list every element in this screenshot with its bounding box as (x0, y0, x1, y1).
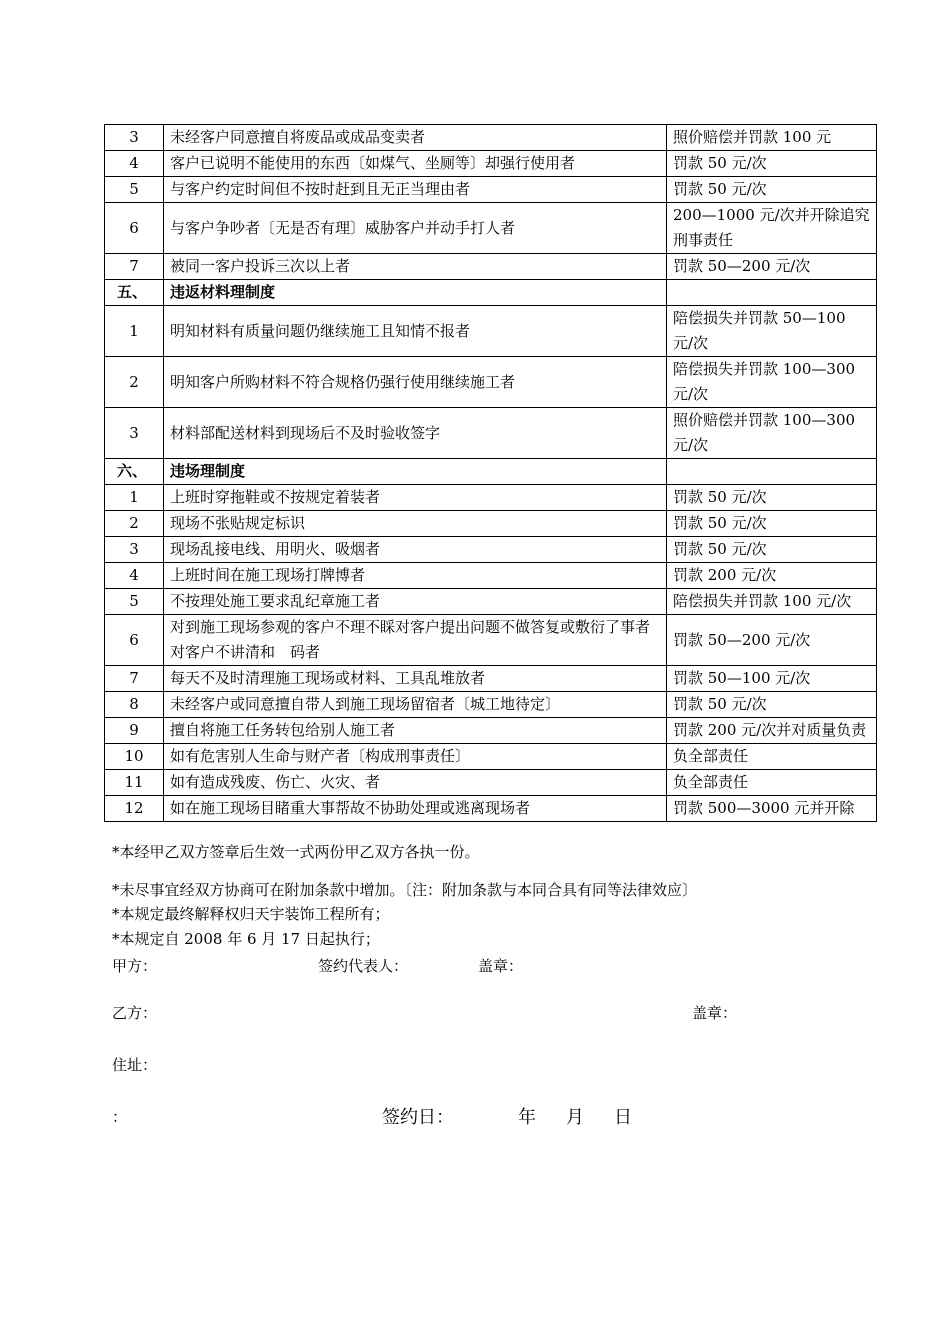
seal-b-label: 盖章： (692, 1004, 738, 1022)
section-header-row (105, 459, 877, 485)
violation-cell: 未经客户或同意擅自带人到施工现场留宿者〔城工地待定〕 (164, 692, 667, 718)
penalty-cell: 罚款 200 元/次 (667, 563, 877, 589)
table-row (105, 589, 877, 615)
year-label: 年 (518, 1107, 536, 1128)
rules-table (104, 124, 877, 822)
section-header-row (105, 280, 877, 306)
penalty-cell: 200—1000 元/次并开除追究刑事责任 (667, 203, 877, 254)
note-interpretation: *本规定最终解释权归天宇装饰工程所有； (112, 905, 390, 923)
violation-cell: 明知客户所购材料不符合规格仍强行使用继续施工者 (164, 357, 667, 408)
table-row (105, 692, 877, 718)
penalty-cell: 罚款 500—3000 元并开除 (667, 796, 877, 822)
penalty-cell: 罚款 50—200 元/次 (667, 254, 877, 280)
stray-colon: ： (112, 1108, 128, 1126)
day-label: 日 (614, 1107, 632, 1128)
violation-cell: 明知材料有质量问题仍继续施工且知情不报者 (164, 306, 667, 357)
violation-cell: 不按理处施工要求乱纪章施工者 (164, 589, 667, 615)
violation-cell: 违返材料理制度 (164, 280, 667, 306)
violation-cell: 如在施工现场目睹重大事帮故不协助处理或逃离现场者 (164, 796, 667, 822)
penalty-cell: 陪偿损失并罚款 100—300 元/次 (667, 357, 877, 408)
violation-cell: 上班时间在施工现场打牌博者 (164, 563, 667, 589)
row-number-cell: 2 (105, 357, 164, 408)
violation-cell: 现场乱接电线、用明火、吸烟者 (164, 537, 667, 563)
seal-a-label: 盖章： (478, 957, 524, 975)
sign-date-label: 签约日： (382, 1107, 454, 1128)
row-number-cell: 9 (105, 718, 164, 744)
table-row (105, 254, 877, 280)
penalty-cell: 陪偿损失并罚款 50—100 元/次 (667, 306, 877, 357)
table-row (105, 744, 877, 770)
row-number-cell: 11 (105, 770, 164, 796)
table-row (105, 615, 877, 666)
penalty-cell: 罚款 50 元/次 (667, 692, 877, 718)
row-number-cell: 五、 (105, 280, 164, 306)
row-number-cell: 10 (105, 744, 164, 770)
penalty-cell: 罚款 50 元/次 (667, 177, 877, 203)
row-number-cell: 7 (105, 666, 164, 692)
violation-cell: 如有造成残废、伤亡、火灾、者 (164, 770, 667, 796)
row-number-cell: 1 (105, 485, 164, 511)
row-number-cell: 6 (105, 615, 164, 666)
table-row (105, 485, 877, 511)
party-b-label: 乙方： (112, 1004, 158, 1022)
row-number-cell: 3 (105, 125, 164, 151)
row-number-cell: 2 (105, 511, 164, 537)
row-number-cell: 4 (105, 151, 164, 177)
table-row (105, 151, 877, 177)
table-row (105, 718, 877, 744)
violation-cell: 与客户约定时间但不按时赶到且无正当理由者 (164, 177, 667, 203)
party-a-label: 甲方： (112, 957, 158, 975)
table-row (105, 125, 877, 151)
table-row (105, 796, 877, 822)
penalty-cell (667, 459, 877, 485)
row-number-cell: 8 (105, 692, 164, 718)
penalty-cell: 照价赔偿并罚款 100—300 元/次 (667, 408, 877, 459)
row-number-cell: 7 (105, 254, 164, 280)
row-number-cell: 1 (105, 306, 164, 357)
penalty-cell: 负全部责任 (667, 744, 877, 770)
rules-table-body (105, 125, 877, 822)
penalty-cell: 负全部责任 (667, 770, 877, 796)
penalty-cell: 罚款 50—100 元/次 (667, 666, 877, 692)
table-row (105, 770, 877, 796)
violation-cell: 对到施工现场参观的客户不理不睬对客户提出问题不做答复或敷衍了事者对客户不讲清和 码者 (164, 615, 667, 666)
month-label: 月 (566, 1107, 584, 1128)
violation-cell: 未经客户同意擅自将废品或成品变卖者 (164, 125, 667, 151)
row-number-cell: 6 (105, 203, 164, 254)
violation-cell: 与客户争吵者〔无是否有理〕威胁客户并动手打人者 (164, 203, 667, 254)
table-row (105, 511, 877, 537)
violation-cell: 被同一客户投诉三次以上者 (164, 254, 667, 280)
penalty-cell: 罚款 50 元/次 (667, 485, 877, 511)
violation-cell: 如有危害别人生命与财产者〔构成刑事责任〕 (164, 744, 667, 770)
table-row (105, 537, 877, 563)
penalty-cell: 罚款 50 元/次 (667, 151, 877, 177)
table-row (105, 357, 877, 408)
penalty-cell (667, 280, 877, 306)
violation-cell: 材料部配送材料到现场后不及时验收签字 (164, 408, 667, 459)
table-row (105, 666, 877, 692)
penalty-cell: 罚款 50 元/次 (667, 537, 877, 563)
violation-cell: 客户已说明不能使用的东西〔如煤气、坐厕等〕却强行使用者 (164, 151, 667, 177)
table-row (105, 203, 877, 254)
row-number-cell: 12 (105, 796, 164, 822)
violation-cell: 现场不张贴规定标识 (164, 511, 667, 537)
note-execution-date: *本规定自 2008 年 6 月 17 日起执行； (112, 930, 380, 948)
violation-cell: 违场理制度 (164, 459, 667, 485)
violation-cell: 每天不及时清理施工现场或材料、工具乱堆放者 (164, 666, 667, 692)
row-number-cell: 3 (105, 408, 164, 459)
table-row (105, 408, 877, 459)
row-number-cell: 3 (105, 537, 164, 563)
row-number-cell: 4 (105, 563, 164, 589)
penalty-cell: 罚款 50 元/次 (667, 511, 877, 537)
penalty-cell: 罚款 200 元/次并对质量负责 (667, 718, 877, 744)
penalty-cell: 陪偿损失并罚款 100 元/次 (667, 589, 877, 615)
penalty-cell: 照价赔偿并罚款 100 元 (667, 125, 877, 151)
representative-label: 签约代表人： (318, 957, 409, 975)
note-supplement: *未尽事宜经双方协商可在附加条款中增加。〔注：附加条款与本同合具有同等法律效应〕 (112, 881, 698, 899)
row-number-cell: 5 (105, 589, 164, 615)
row-number-cell: 六、 (105, 459, 164, 485)
violation-cell: 上班时穿拖鞋或不按规定着装者 (164, 485, 667, 511)
violation-cell: 擅自将施工任务转包给别人施工者 (164, 718, 667, 744)
address-label: 住址： (112, 1056, 158, 1074)
table-row (105, 177, 877, 203)
penalty-cell: 罚款 50—200 元/次 (667, 615, 877, 666)
table-row (105, 306, 877, 357)
table-row (105, 563, 877, 589)
row-number-cell: 5 (105, 177, 164, 203)
note-effective: *本经甲乙双方签章后生效一式两份甲乙双方各执一份。 (112, 843, 480, 861)
